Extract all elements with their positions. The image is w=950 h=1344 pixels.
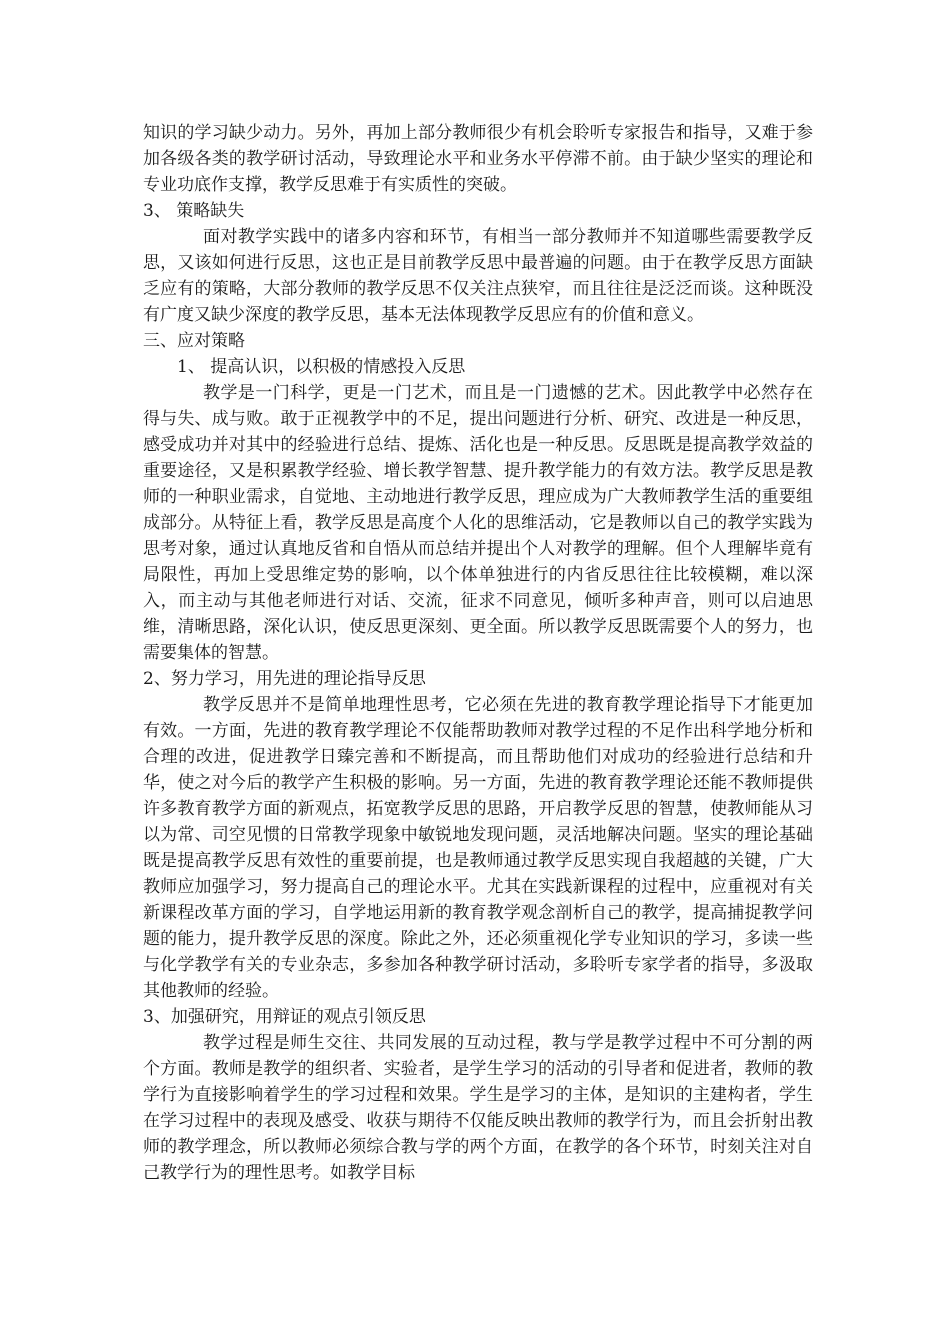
heading-study-theory: 2、努力学习，用先进的理论指导反思 [143,669,426,689]
paragraph-strategy-missing: 面对教学实践中的诸多内容和环节，有相当一部分教师并不知道哪些需要教学反思，又该如何进行反思，这也正是目前教学反思中最普遍的问题。由于在教学反思方面缺乏应有的策略，大部分教师的教学反思不仅关注点狭窄，而且往往是泛泛而谈。这种既没有广度又缺少深度的教学反思，基本无法体现教学反思应有的价值和意义。 [143,227,813,325]
paragraph-study-theory: 教学反思并不是简单地理性思考，它必须在先进的教育教学理论指导下才能更加有效。一方面，先进的教育教学理论不仅能帮助教师对教学过程的不足作出科学地分析和合理的改进，促进教学日臻完善和不断提高，而且帮助他们对成功的经验进行总结和升华，使之对今后的教学产生积极的影响。另一方面，先进的教育教学理论还能不教师提供许多教育教学方面的新观点，拓宽教学反思的思路，开启教学反思的智慧，使教师能从习以为常、司空见惯的日常教学现象中敏锐地发现问题，灵活地解决问题。坚实的理论基础既是提高教学反思有效性的重要前提，也是教师通过教学反思实现自我超越的关键，广大教师应加强学习，努力提高自己的理论水平。尤其在实践新课程的过程中，应重视对有关新课程改革方面的学习，自学地运用新的教育教学观念剖析自己的教学，提高捕捉教学问题的能力，提升教学反思的深度。除此之外，还必须重视化学专业知识的学习，多读一些与化学教学有关的专业杂志，多参加各种教学研讨活动，多聆听专家学者的指导，多汲取其他教师的经验。 [143,695,813,1001]
heading-raise-awareness: 1、 提高认识，以积极的情感投入反思 [177,357,466,377]
heading-strategy-missing: 3、 策略缺失 [143,201,245,221]
paragraph-motivation: 知识的学习缺少动力。另外，再加上部分教师很少有机会聆听专家报告和指导，又难于参加各级各类的教学研讨活动，导致理论水平和业务水平停滞不前。由于缺少坚实的理论和专业功底作支撑，教学反思难于有实质性的突破。 [143,123,813,195]
paragraph-strengthen-research: 教学过程是师生交往、共同发展的互动过程，教与学是教学过程中不可分割的两个方面。教师是教学的组织者、实验者，是学生学习的活动的引导者和促进者，教师的教学行为直接影响着学生的学习过程和效果。学生是学习的主体，是知识的主建构者，学生在学习过程中的表现及感受、收获与期待不仅能反映出教师的教学行为，而且会折射出教师的教学理念，所以教师必须综合教与学的两个方面，在教学的各个环节，时刻关注对自己教学行为的理性思考。如教学目标 [143,1033,813,1183]
document-page [143,120,813,1186]
heading-coping-strategies: 三、应对策略 [143,331,245,351]
paragraph-raise-awareness: 教学是一门科学，更是一门艺术，而且是一门遗憾的艺术。因此教学中必然存在得与失、成与败。敢于正视教学中的不足，提出问题进行分析、研究、改进是一种反思，感受成功并对其中的经验进行总结、提炼、活化也是一种反思。反思既是提高教学效益的重要途径，又是积累教学经验、增长教学智慧、提升教学能力的有效方法。教学反思是教师的一种职业需求，自觉地、主动地进行教学反思，理应成为广大教师教学生活的重要组成部分。从特征上看，教学反思是高度个人化的思维活动，它是教师以自己的教学实践为思考对象，通过认真地反省和自悟从而总结并提出个人对教学的理解。但个人理解毕竟有局限性，再加上受思维定势的影响，以个体单独进行的内省反思往往比较模糊，难以深入，而主动与其他老师进行对话、交流，征求不同意见，倾听多种声音，则可以启迪思维，清晰思路，深化认识，使反思更深刻、更全面。所以教学反思既需要个人的努力，也需要集体的智慧。 [143,383,813,663]
heading-strengthen-research: 3、加强研究，用辩证的观点引领反思 [143,1007,426,1027]
